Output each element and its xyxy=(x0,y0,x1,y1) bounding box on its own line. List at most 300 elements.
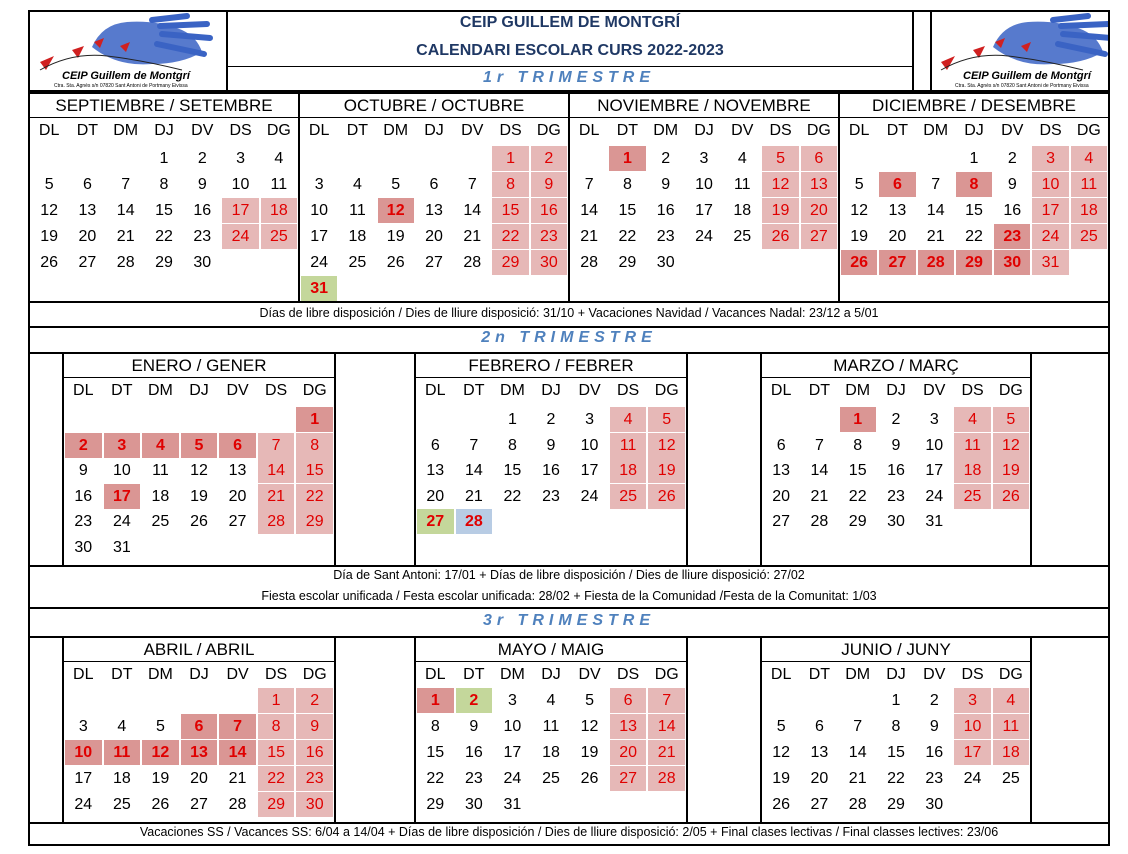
day-cell: 4 xyxy=(274,150,284,167)
day-cell: 18 xyxy=(261,198,297,223)
day-cell: 13 xyxy=(801,172,837,197)
weekday-header: DG xyxy=(302,666,327,683)
day-cell: 25 xyxy=(112,796,131,813)
weekday-header: DL xyxy=(770,382,792,399)
day-cell: 25 xyxy=(1071,224,1107,249)
column-divider xyxy=(686,638,688,822)
weekday-header: DT xyxy=(808,666,831,683)
weekday-header: DJ xyxy=(189,666,209,683)
day-cell: 10 xyxy=(503,718,522,735)
day-cell: 19 xyxy=(850,228,869,245)
day-cell: 27 xyxy=(228,513,247,531)
weekday-header: DG xyxy=(654,666,679,683)
day-cell: 15 xyxy=(965,202,983,219)
day-cell: 12 xyxy=(142,740,179,765)
weekday-header: DM xyxy=(499,666,525,683)
weekday-header: DG xyxy=(654,382,679,399)
day-cell: 14 xyxy=(848,744,867,761)
day-cell: 24 xyxy=(310,254,329,271)
day-cell: 31 xyxy=(1032,250,1068,275)
day-cell: 16 xyxy=(925,744,944,761)
day-cell: 26 xyxy=(772,796,791,813)
day-cell: 24 xyxy=(925,487,944,505)
day-cell: 15 xyxy=(503,462,522,480)
weekday-header: DL xyxy=(848,122,870,139)
day-cell: 26 xyxy=(190,513,208,531)
day-cell: 16 xyxy=(887,462,905,480)
day-cell: 22 xyxy=(618,228,637,245)
month-name: MAYO / MAIG xyxy=(416,636,686,662)
day-cell: 10 xyxy=(65,740,102,765)
day-cell: 14 xyxy=(463,202,482,219)
day-cell: 2 xyxy=(296,688,333,713)
day-cell: 2 xyxy=(65,433,102,458)
day-cell: 18 xyxy=(542,744,560,761)
day-cell: 29 xyxy=(618,254,637,271)
day-cell: 4 xyxy=(352,176,362,193)
row-rule xyxy=(28,301,1110,303)
day-cell: 28 xyxy=(580,254,599,271)
day-cell: 16 xyxy=(1003,202,1022,219)
day-cell: 2 xyxy=(531,146,567,171)
weekday-header: DG xyxy=(302,382,327,399)
day-cell: 5 xyxy=(854,176,864,193)
day-cell: 8 xyxy=(956,172,992,197)
day-cell: 4 xyxy=(993,688,1029,713)
day-cell: 11 xyxy=(349,202,366,219)
month-name: FEBRERO / FEBRER xyxy=(416,352,686,378)
day-cell: 27 xyxy=(810,796,829,813)
weekday-header: DM xyxy=(845,382,871,399)
day-cell: 10 xyxy=(954,714,990,739)
weekday-header: DL xyxy=(38,122,60,139)
day-cell: 28 xyxy=(228,796,247,813)
day-cell: 7 xyxy=(584,176,594,193)
day-cell: 25 xyxy=(610,484,647,509)
day-cell: 2 xyxy=(929,692,939,709)
day-cell: 24 xyxy=(695,228,713,245)
day-cell: 7 xyxy=(931,176,941,193)
day-cell: 31 xyxy=(925,513,944,531)
weekday-header: DV xyxy=(1001,122,1024,139)
day-cell: 14 xyxy=(258,458,295,483)
day-cell: 9 xyxy=(661,176,671,193)
day-cell: 16 xyxy=(74,487,93,505)
day-cell: 19 xyxy=(40,228,59,245)
day-cell: 9 xyxy=(929,718,939,735)
day-cell: 27 xyxy=(801,224,837,249)
day-cell: 9 xyxy=(197,176,207,193)
day-cell: 28 xyxy=(463,254,482,271)
weekday-header: DT xyxy=(808,382,831,399)
day-cell: 17 xyxy=(222,198,258,223)
day-cell: 27 xyxy=(78,254,97,271)
day-cell: 19 xyxy=(151,770,170,787)
weekday-header: DG xyxy=(266,122,291,139)
day-cell: 29 xyxy=(258,792,295,817)
trimester-3-label: 3r TRIMESTRE xyxy=(482,612,655,629)
column-divider xyxy=(568,92,570,301)
day-cell: 1 xyxy=(891,692,901,709)
day-cell: 4 xyxy=(546,692,556,709)
day-cell: 6 xyxy=(610,688,647,713)
day-cell: 9 xyxy=(531,172,567,197)
day-cell: 2 xyxy=(456,688,493,713)
day-cell: 18 xyxy=(733,202,752,219)
day-cell: 21 xyxy=(926,228,945,245)
day-cell: 25 xyxy=(1001,770,1020,787)
column-divider xyxy=(62,354,64,565)
day-cell: 6 xyxy=(219,433,256,458)
weekday-header: DM xyxy=(499,382,525,399)
day-cell: 26 xyxy=(762,224,798,249)
note-line: Fiesta escolar unificada / Festa escolar unificada: 28/02 + Fiesta de la Comunidad /Festa de la Comunitat: 1/03 xyxy=(261,589,877,603)
weekday-header: DJ xyxy=(541,382,561,399)
day-cell: 22 xyxy=(503,487,522,505)
weekday-header: DG xyxy=(998,666,1023,683)
weekday-header: DJ xyxy=(694,122,714,139)
weekday-header: DG xyxy=(806,122,831,139)
day-cell: 1 xyxy=(969,150,979,167)
day-cell: 5 xyxy=(993,407,1029,432)
day-cell: 6 xyxy=(801,146,837,171)
day-cell: 23 xyxy=(74,513,93,531)
note-line: Vacaciones SS / Vacances SS: 6/04 a 14/04 + Días de libre disposición / Dies de lliure disposició: 2/05 + Final clases lectivas / Final classes lectives: 23/06 xyxy=(139,825,999,839)
weekday-header: DJ xyxy=(964,122,984,139)
day-cell: 19 xyxy=(648,458,685,483)
day-cell: 1 xyxy=(609,146,645,171)
weekday-header: DM xyxy=(147,382,173,399)
day-cell: 12 xyxy=(772,744,791,761)
day-cell: 11 xyxy=(270,176,288,193)
day-cell: 30 xyxy=(464,796,483,813)
day-cell: 15 xyxy=(155,202,173,219)
day-cell: 4 xyxy=(610,407,647,432)
logo-text: CEIP Guillem de Montgrí xyxy=(963,70,1091,82)
column-divider xyxy=(334,638,336,822)
day-cell: 26 xyxy=(648,484,685,509)
day-cell: 2 xyxy=(661,150,671,167)
day-cell: 30 xyxy=(296,792,333,817)
day-cell: 13 xyxy=(228,462,247,480)
weekday-header: DM xyxy=(113,122,139,139)
weekday-header: DS xyxy=(499,122,522,139)
weekday-header: DS xyxy=(769,122,792,139)
day-cell: 12 xyxy=(40,202,59,219)
day-cell: 6 xyxy=(776,436,786,454)
day-cell: 2 xyxy=(891,411,901,428)
day-cell: 10 xyxy=(112,462,131,480)
day-cell: 9 xyxy=(546,436,556,454)
day-cell: 19 xyxy=(762,198,798,223)
weekday-header: DG xyxy=(536,122,561,139)
day-cell: 13 xyxy=(810,744,829,761)
weekday-header: DJ xyxy=(154,122,174,139)
column-divider xyxy=(62,638,64,822)
day-cell: 26 xyxy=(386,254,405,271)
day-cell: 31 xyxy=(301,276,337,301)
day-cell: 28 xyxy=(116,254,135,271)
day-cell: 26 xyxy=(841,250,877,275)
day-cell: 24 xyxy=(112,513,131,531)
day-cell: 8 xyxy=(853,436,863,454)
weekday-header: DS xyxy=(617,382,640,399)
day-cell: 17 xyxy=(503,744,522,761)
weekday-header: DJ xyxy=(886,382,906,399)
day-cell: 6 xyxy=(82,176,92,193)
day-cell: 24 xyxy=(503,770,522,787)
day-cell: 28 xyxy=(918,250,954,275)
day-cell: 26 xyxy=(40,254,59,271)
day-cell: 8 xyxy=(622,176,632,193)
day-cell: 10 xyxy=(925,436,944,454)
day-cell: 6 xyxy=(879,172,915,197)
day-cell: 13 xyxy=(610,714,647,739)
day-cell: 10 xyxy=(695,176,713,193)
weekday-header: DL xyxy=(425,382,446,399)
weekday-header: DG xyxy=(1076,122,1101,139)
weekday-header: DT xyxy=(463,666,485,683)
day-cell: 20 xyxy=(772,487,791,505)
day-cell: 31 xyxy=(112,539,131,556)
day-cell: 20 xyxy=(801,198,837,223)
weekday-header: DM xyxy=(923,122,949,139)
day-cell: 3 xyxy=(78,718,88,735)
weekday-header: DS xyxy=(961,666,984,683)
day-cell: 21 xyxy=(848,770,867,787)
day-cell: 16 xyxy=(193,202,212,219)
day-cell: 16 xyxy=(542,462,560,480)
day-cell: 22 xyxy=(848,487,867,505)
day-cell: 5 xyxy=(648,407,685,432)
day-cell: 11 xyxy=(954,433,990,458)
weekday-header: DV xyxy=(461,122,484,139)
day-cell: 15 xyxy=(296,458,333,483)
weekday-header: DV xyxy=(731,122,754,139)
day-cell: 18 xyxy=(151,487,170,505)
day-cell: 22 xyxy=(155,228,173,245)
weekday-header: DV xyxy=(191,122,214,139)
day-cell: 5 xyxy=(776,718,786,735)
day-cell: 14 xyxy=(219,740,256,765)
day-cell: 12 xyxy=(993,433,1029,458)
day-cell: 18 xyxy=(610,458,647,483)
day-cell: 2 xyxy=(1007,150,1017,167)
day-cell: 28 xyxy=(848,796,867,813)
day-cell: 23 xyxy=(887,487,905,505)
day-cell: 1 xyxy=(296,407,333,432)
day-cell: 20 xyxy=(425,228,443,245)
day-cell: 23 xyxy=(296,766,333,791)
day-cell: 28 xyxy=(258,509,295,534)
day-cell: 20 xyxy=(888,228,907,245)
month-name: JUNIO / JUNY xyxy=(762,636,1030,662)
row-rule xyxy=(28,607,1110,609)
day-cell: 22 xyxy=(296,484,333,509)
weekday-header: DV xyxy=(923,666,946,683)
day-cell: 29 xyxy=(956,250,992,275)
day-cell: 19 xyxy=(993,458,1029,483)
day-cell: 19 xyxy=(580,744,599,761)
day-cell: 11 xyxy=(610,433,647,458)
day-cell: 17 xyxy=(310,228,329,245)
day-cell: 11 xyxy=(733,176,751,193)
weekday-header: DV xyxy=(578,666,601,683)
day-cell: 16 xyxy=(531,198,567,223)
day-cell: 30 xyxy=(531,250,567,275)
weekday-header: DL xyxy=(308,122,330,139)
day-cell: 20 xyxy=(228,487,247,505)
day-cell: 9 xyxy=(1007,176,1017,193)
day-cell: 21 xyxy=(116,228,135,245)
weekday-header: DT xyxy=(463,382,485,399)
day-cell: 12 xyxy=(850,202,869,219)
weekday-header: DJ xyxy=(189,382,209,399)
day-cell: 15 xyxy=(426,744,445,761)
column-divider xyxy=(686,354,688,565)
day-cell: 21 xyxy=(228,770,247,787)
weekday-header: DL xyxy=(73,666,94,683)
day-cell: 18 xyxy=(1071,198,1107,223)
day-cell: 4 xyxy=(117,718,127,735)
day-cell: 30 xyxy=(656,254,675,271)
day-cell: 22 xyxy=(965,228,983,245)
weekday-header: DL xyxy=(73,382,94,399)
day-cell: 30 xyxy=(994,250,1030,275)
row-rule xyxy=(28,326,1110,328)
day-cell: 11 xyxy=(1071,172,1107,197)
logo-address: Ctra. Sta. Agnès s/n 07820 Sant Antoni de Portmany Eivissa xyxy=(54,83,188,89)
day-cell: 4 xyxy=(142,433,179,458)
day-cell: 20 xyxy=(190,770,208,787)
column-divider xyxy=(414,638,416,822)
day-cell: 14 xyxy=(648,714,685,739)
weekday-header: DV xyxy=(226,382,249,399)
day-cell: 1 xyxy=(258,688,295,713)
weekday-header: DT xyxy=(886,122,909,139)
day-cell: 7 xyxy=(258,433,295,458)
day-cell: 11 xyxy=(993,714,1029,739)
day-cell: 18 xyxy=(112,770,131,787)
day-cell: 24 xyxy=(580,487,599,505)
day-cell: 21 xyxy=(580,228,599,245)
day-cell: 20 xyxy=(810,770,829,787)
weekday-header: DS xyxy=(617,666,640,683)
day-cell: 17 xyxy=(580,462,599,480)
day-cell: 21 xyxy=(258,484,295,509)
day-cell: 17 xyxy=(954,740,990,765)
day-cell: 15 xyxy=(618,202,637,219)
day-cell: 29 xyxy=(155,254,173,271)
month-name: ABRIL / ABRIL xyxy=(64,636,334,662)
day-cell: 1 xyxy=(159,150,169,167)
day-cell: 4 xyxy=(1071,146,1107,171)
day-cell: 28 xyxy=(456,509,493,534)
day-cell: 8 xyxy=(430,718,440,735)
day-cell: 13 xyxy=(181,740,218,765)
day-cell: 1 xyxy=(507,411,517,428)
month-name: ENERO / GENER xyxy=(64,352,334,378)
day-cell: 8 xyxy=(159,176,169,193)
weekday-header: DT xyxy=(111,666,133,683)
day-cell: 20 xyxy=(78,228,97,245)
day-cell: 12 xyxy=(378,198,414,223)
day-cell: 29 xyxy=(426,796,445,813)
day-cell: 18 xyxy=(993,740,1029,765)
month-name: OCTUBRE / OCTUBRE xyxy=(300,92,568,118)
day-cell: 15 xyxy=(258,740,295,765)
day-cell: 12 xyxy=(762,172,798,197)
weekday-header: DJ xyxy=(886,666,906,683)
day-cell: 27 xyxy=(425,254,443,271)
weekday-header: DM xyxy=(845,666,871,683)
day-cell: 25 xyxy=(261,224,297,249)
day-cell: 12 xyxy=(580,718,599,735)
day-cell: 7 xyxy=(467,176,477,193)
weekday-header: DM xyxy=(147,666,173,683)
day-cell: 29 xyxy=(492,250,528,275)
day-cell: 9 xyxy=(891,436,901,454)
weekday-header: DS xyxy=(961,382,984,399)
note-line: Día de Sant Antoni: 17/01 + Días de libre disposición / Dies de lliure disposició: 27/02 xyxy=(333,568,805,582)
day-cell: 20 xyxy=(426,487,445,505)
day-cell: 20 xyxy=(610,740,647,765)
day-cell: 25 xyxy=(151,513,170,531)
day-cell: 9 xyxy=(78,462,88,480)
day-cell: 9 xyxy=(296,714,333,739)
day-cell: 13 xyxy=(426,462,445,480)
day-cell: 7 xyxy=(814,436,824,454)
day-cell: 23 xyxy=(542,487,560,505)
day-cell: 19 xyxy=(190,487,208,505)
day-cell: 13 xyxy=(78,202,97,219)
day-cell: 22 xyxy=(492,224,528,249)
weekday-header: DV xyxy=(578,382,601,399)
column-divider xyxy=(760,638,762,822)
day-cell: 16 xyxy=(464,744,483,761)
day-cell: 15 xyxy=(492,198,528,223)
day-cell: 5 xyxy=(155,718,165,735)
day-cell: 22 xyxy=(887,770,905,787)
column-divider xyxy=(760,354,762,565)
day-cell: 19 xyxy=(772,770,791,787)
day-cell: 14 xyxy=(464,462,483,480)
day-cell: 23 xyxy=(994,224,1030,249)
day-cell: 15 xyxy=(887,744,905,761)
day-cell: 10 xyxy=(580,436,599,454)
school-name: CEIP GUILLEM DE MONTGRÍ xyxy=(459,14,681,31)
column-divider xyxy=(334,354,336,565)
day-cell: 22 xyxy=(426,770,445,787)
day-cell: 23 xyxy=(656,228,675,245)
day-cell: 1 xyxy=(492,146,528,171)
day-cell: 11 xyxy=(152,462,169,480)
day-cell: 21 xyxy=(463,228,482,245)
day-cell: 5 xyxy=(181,433,218,458)
weekday-header: DL xyxy=(425,666,446,683)
day-cell: 29 xyxy=(848,513,867,531)
day-cell: 11 xyxy=(542,718,560,735)
day-cell: 14 xyxy=(580,202,599,219)
day-cell: 9 xyxy=(469,718,479,735)
day-cell: 25 xyxy=(542,770,560,787)
day-cell: 6 xyxy=(814,718,824,735)
month-name: DICIEMBRE / DESEMBRE xyxy=(840,92,1108,118)
month-name: MARZO / MARÇ xyxy=(762,352,1030,378)
day-cell: 27 xyxy=(610,766,647,791)
day-cell: 24 xyxy=(1032,224,1068,249)
day-cell: 29 xyxy=(887,796,905,813)
